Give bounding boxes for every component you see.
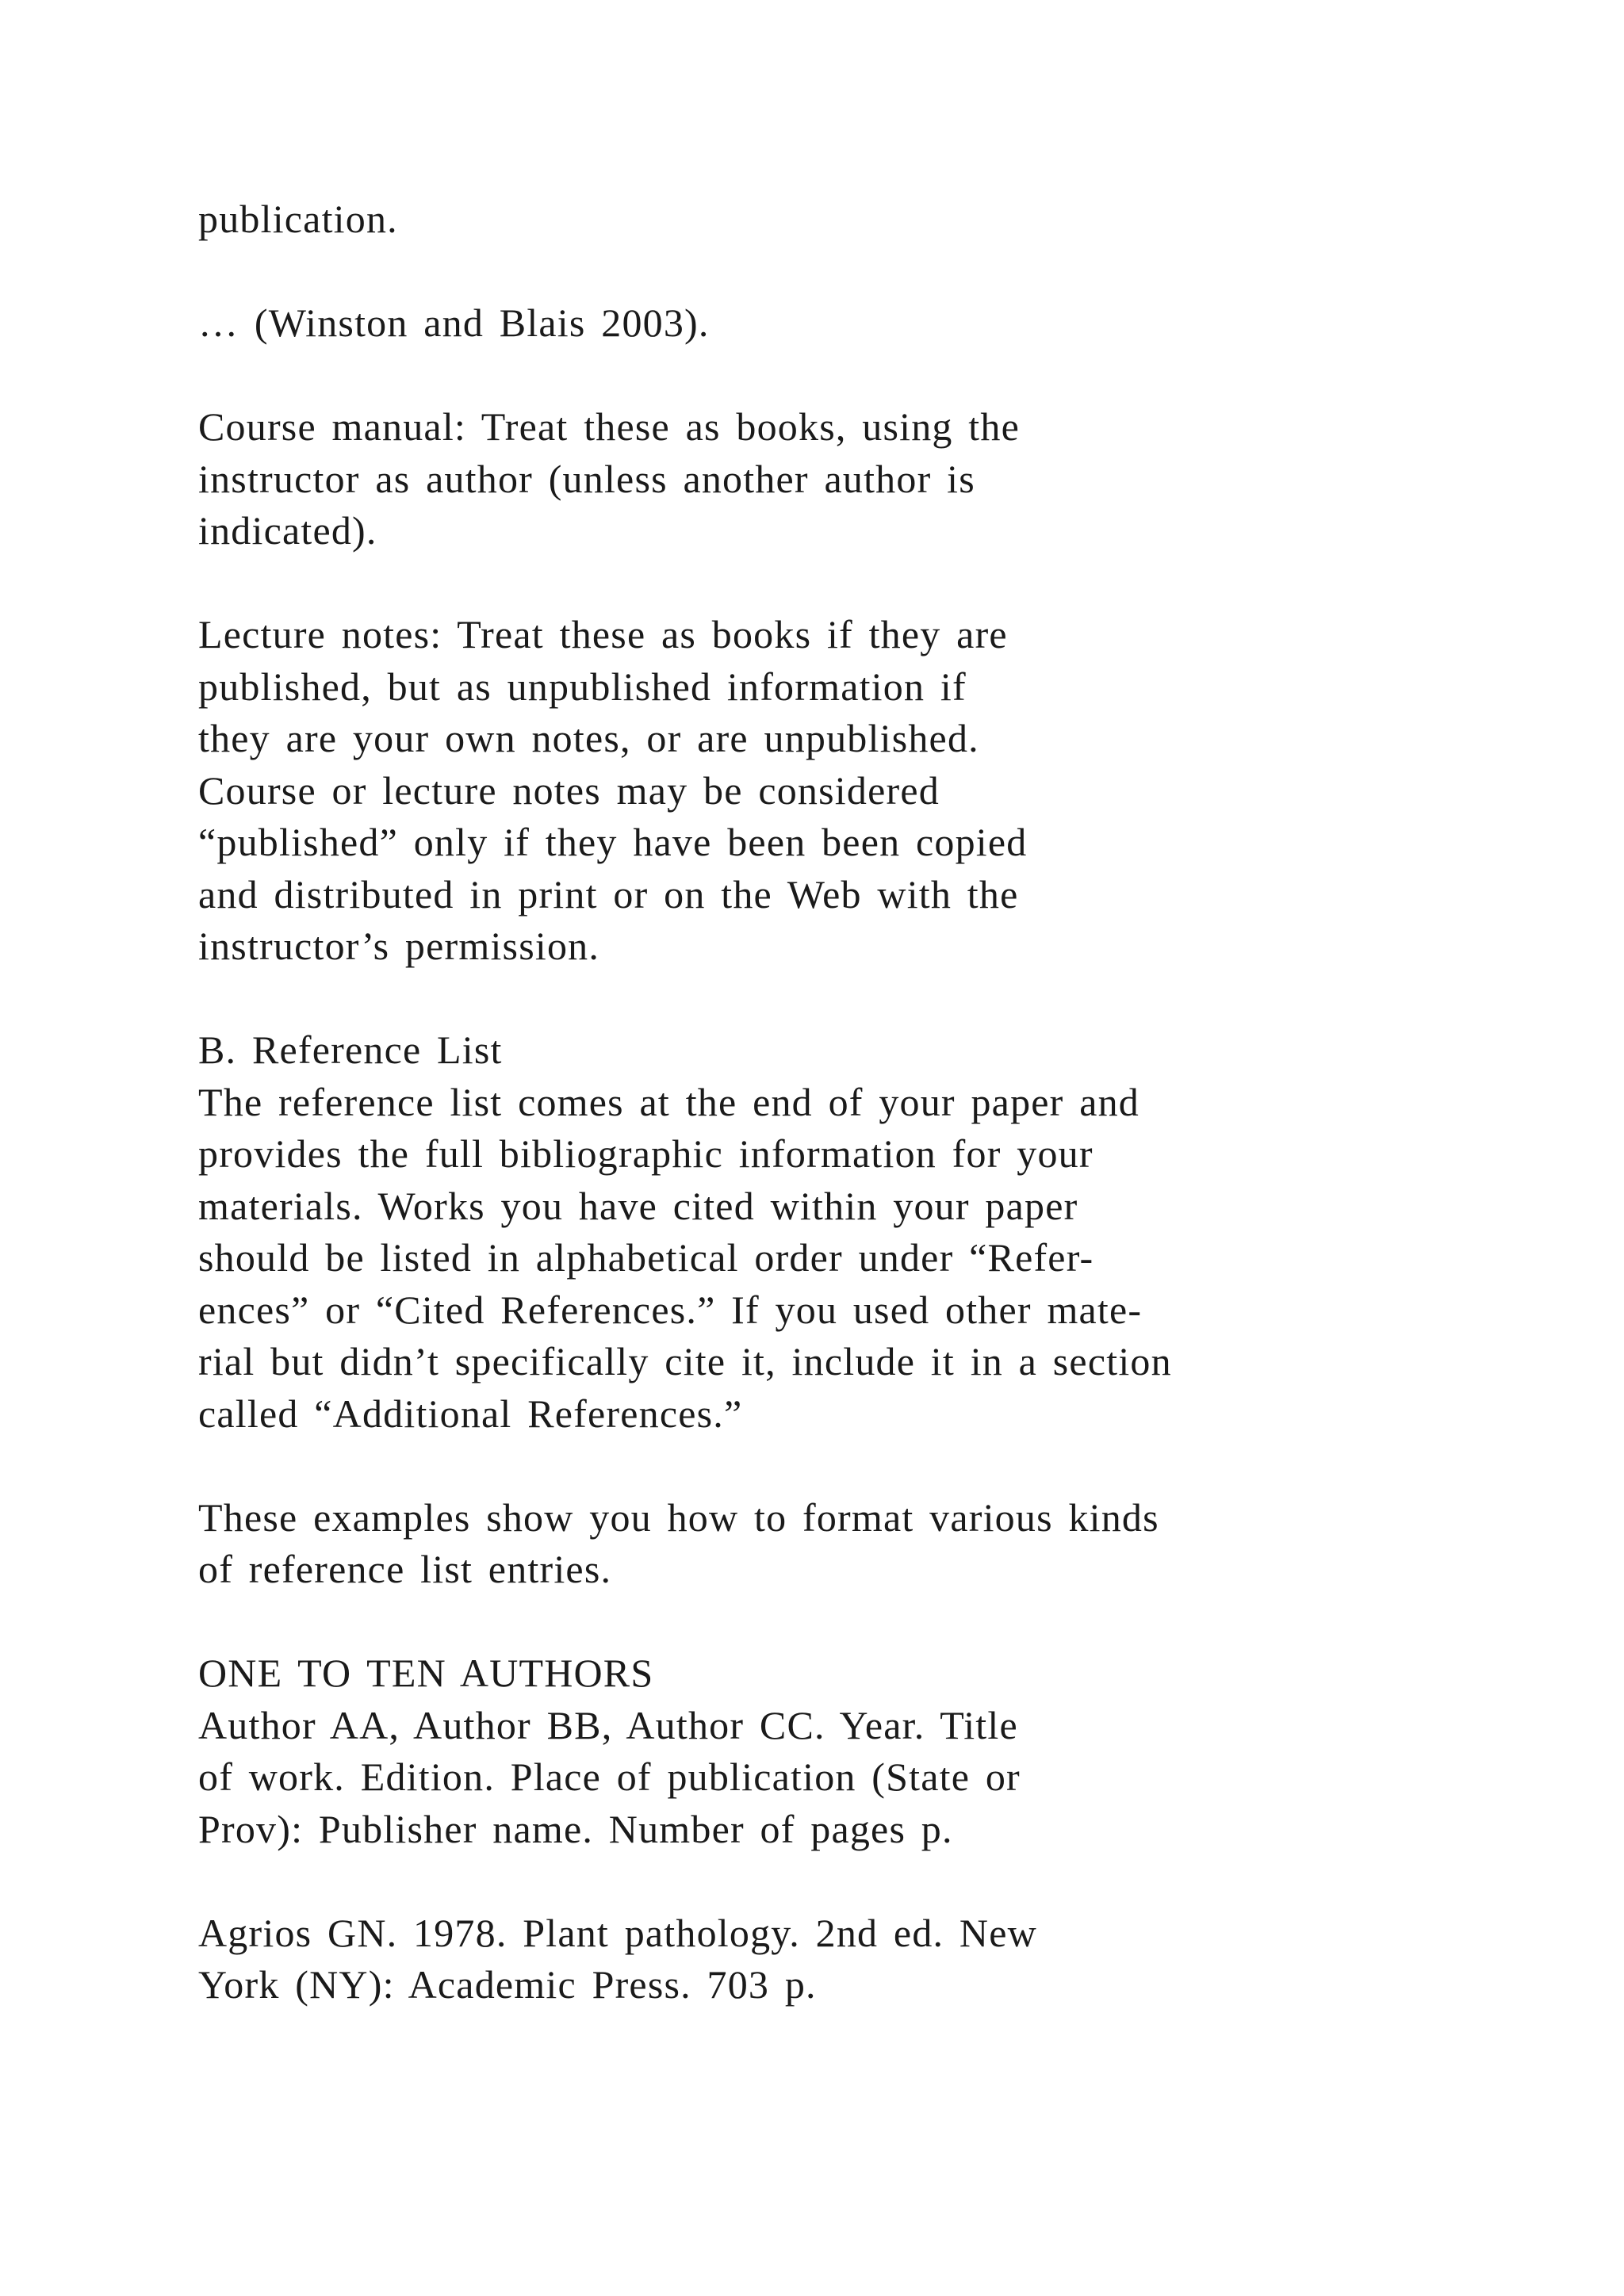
section-heading-reference-list — [198, 1024, 1546, 1077]
text-line: and distributed in print or on the Web with the — [198, 871, 1019, 916]
text-line: rial but didn’t specifically cite it, include it in a section — [198, 1339, 1172, 1383]
text-line: Course manual: Treat these as books, using the — [198, 404, 1020, 449]
text-line: publication. — [198, 197, 398, 241]
text-line: provides the full bibliographic information for your — [198, 1131, 1094, 1176]
paragraph-author-format — [198, 1700, 1546, 1856]
text-line: These examples show you how to format various kinds — [198, 1494, 1159, 1540]
text-line: The reference list comes at the end of your paper and — [198, 1079, 1140, 1124]
text-line: they are your own notes, or are unpublished. — [198, 716, 979, 760]
text-line: … (Winston and Blais 2003). — [198, 300, 710, 345]
text-line: published, but as unpublished information if — [198, 664, 967, 709]
paragraph-publication — [198, 193, 1546, 246]
section-heading-one-to-ten-authors — [198, 1647, 1546, 1700]
section-heading: B. Reference List — [198, 1027, 503, 1072]
text-line: ences” or “Cited References.” If you used other mate- — [198, 1287, 1143, 1332]
text-line: York (NY): Academic Press. 703 p. — [198, 1962, 817, 2007]
paragraph-reference-list — [198, 1077, 1546, 1441]
text-line: instructor’s permission. — [198, 924, 600, 968]
text-line: of reference list entries. — [198, 1547, 612, 1591]
text-line: Course or lecture notes may be considered — [198, 767, 940, 813]
text-line: “published” only if they have been been copied — [198, 820, 1028, 864]
paragraph-lecture-notes — [198, 609, 1546, 973]
text-line: should be listed in alphabetical order under “Refer- — [198, 1235, 1094, 1280]
text-line: materials. Works you have cited within your paper — [198, 1183, 1078, 1228]
text-line: indicated). — [198, 508, 377, 553]
section-heading: ONE TO TEN AUTHORS — [198, 1651, 654, 1695]
paragraph-citation-example — [198, 297, 1546, 350]
text-line: called “Additional References.” — [198, 1391, 743, 1436]
text-line: Lecture notes: Treat these as books if they are — [198, 612, 1008, 656]
text-line: Agrios GN. 1978. Plant pathology. 2nd ed. New — [198, 1910, 1037, 1955]
text-line: instructor as author (unless another author is — [198, 456, 975, 501]
text-line: Prov): Publisher name. Number of pages p. — [198, 1806, 953, 1851]
text-line: Author AA, Author BB, Author CC. Year. Title — [198, 1702, 1018, 1747]
paragraph-course-manual — [198, 401, 1546, 557]
paragraph-agrios-example — [198, 1908, 1546, 2011]
paragraph-examples-intro — [198, 1492, 1546, 1596]
document-body — [198, 193, 1546, 2063]
text-line: of work. Edition. Place of publication (State or — [198, 1755, 1021, 1799]
